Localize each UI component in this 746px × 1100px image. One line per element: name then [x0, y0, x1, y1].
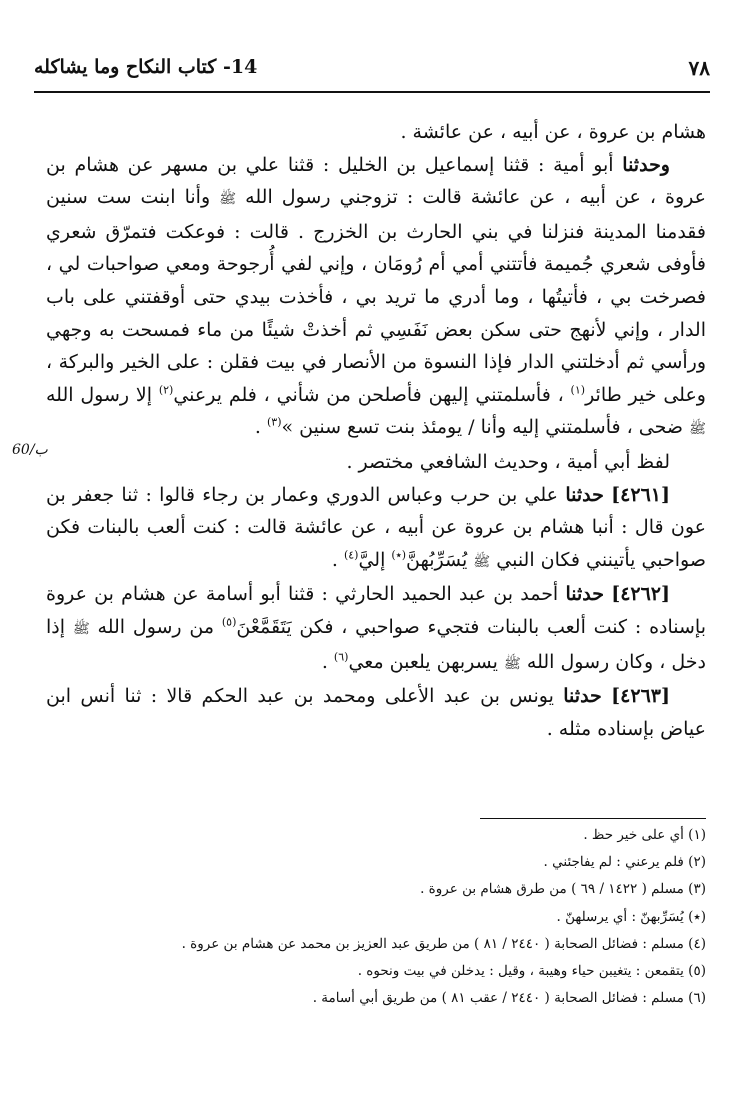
haddathana-lead: حدثنا	[565, 583, 604, 606]
footnote-separator	[480, 818, 706, 819]
salla-mark: ﷺ	[503, 655, 521, 672]
text-segment: ضحى ، فأسلمتني إليه وأنا / يومئذ بنت تسع سنين »	[281, 416, 690, 439]
text-segment: .	[254, 416, 267, 439]
text-segment: إلا رسول الله	[46, 383, 159, 406]
text-segment: .	[331, 548, 344, 571]
hadith-4262	[46, 578, 706, 680]
hadith-aisha-marriage	[46, 149, 706, 446]
text-segment: .	[321, 650, 334, 673]
footnote-ref: (٥)	[221, 615, 237, 629]
footnote-6: (٦) مسلم : فضائل الصحابة ( ٢٤٤٠ / عقب ٨١ ) من طريق أبي أسامة .	[312, 990, 706, 1007]
haddathana-lead: حدثنا	[563, 685, 602, 708]
margin-folio-note: 60/ب	[12, 442, 48, 458]
hadith-number: [٤٢٦٣]	[611, 685, 670, 708]
footnote-ref: (٭)	[391, 548, 406, 562]
footnote-5: (٥) يتقمعن : يتغيبن حياء وهيبة ، وقيل : يدخلن في بيت ونحوه .	[357, 963, 706, 980]
chapter-title: 14- كتاب النكاح وما يشاكله	[34, 56, 258, 78]
footnote-ref: (٤)	[343, 548, 359, 562]
salla-mark: ﷺ	[219, 191, 237, 208]
haddathana-lead: حدثنا	[565, 483, 604, 506]
salla-mark: ﷺ	[473, 553, 491, 570]
body-text	[46, 116, 706, 745]
paragraph-note	[46, 446, 706, 479]
text-segment: أبو أمية : قثنا إسماعيل بن الخليل : قثنا علي بن مسهر عن هشام بن عروة ، عن أبيه ، عن عائشة قالت : تزوجني رسول الله	[46, 153, 706, 209]
salla-mark: ﷺ	[689, 421, 706, 438]
salla-mark: ﷺ	[72, 620, 90, 637]
footnote-star: (٭) يُسَرِّبهنّ : أي يرسلهنّ .	[556, 908, 706, 925]
footnote-ref: (٣)	[266, 416, 282, 430]
running-header	[34, 56, 710, 86]
text-segment: إليَّ	[358, 548, 392, 571]
footnote-ref: (١)	[570, 383, 586, 397]
haddathana-lead: وحدثنا	[622, 153, 670, 176]
footnote-4: (٤) مسلم : فضائل الصحابة ( ٢٤٤٠ / ٨١ ) من طريق عبد العزيز بن محمد عن هشام بن عروة .	[181, 935, 706, 952]
text-segment: من رسول الله	[89, 615, 222, 638]
footnote-ref: (٦)	[333, 650, 349, 664]
text-segment: يسربهن يلعبن معي	[348, 650, 504, 673]
paragraph-isnad-continuation	[46, 116, 706, 149]
footnotes	[46, 822, 706, 1012]
page-number: ٧٨	[688, 56, 710, 80]
text-segment: أحمد بن عبد الحميد الحارثي : قثنا أبو أسامة عن هشام بن عروة بإسناده : كنت ألعب بالبنات فتجيء صواحبي ، فكن يَتَقَمَّعْنَ	[46, 583, 707, 638]
paragraph-text: لفظ أبي أمية ، وحديث الشافعي مختصر .	[346, 450, 670, 473]
footnote-ref: (٢)	[158, 383, 174, 397]
text-segment: ، فأسلمتني إليهن فأصلحن من شأني ، فلم يرعني	[173, 383, 571, 406]
text-segment: يونس بن عبد الأعلى ومحمد بن عبد الحكم قالا : ثنا أنس ابن عياض بإسناده مثله .	[46, 685, 706, 740]
text-segment: وأنا ابنت ست سنين فقدمنا المدينة فنزلنا في بني الحارث بن الخزرج . قالت : فوعكت فتمرّق شعري فأوفى شعري جُميمة فأتتني أمي أم رُومَان ، وإني لفي أُرجوحة ومعي صواحبات لي ، فصرخت بي ، فأتيتُها ، وما أدري ما تريد بي ، فأخذت بيدي حتى أوقفتني على باب الدار ، وإني لأنهج حتى سكن بعض نَفَسِي ثم أخذتْ شيئًا من ماء فمسحت به وجهي ورأسي ثم أدخلتني الدار فإذا النسوة من الأنصار في بيت فقلن : على الخير والبركة ، وعلى خير طائر	[46, 186, 706, 406]
hadith-number: [٤٢٦٢]	[611, 583, 671, 606]
hadith-4261	[46, 479, 706, 579]
text-segment: يُسَرِّبُهنَّ	[406, 548, 474, 571]
text-segment: علي بن حرب وعباس الدوري وعمار بن رجاء قالوا : ثنا جعفر بن عون قال : أنبا هشام بن عروة عن أبيه ، عن عائشة قالت : كنت ألعب بالبنات فكن صواحبي يأتينني فكان النبي	[46, 483, 706, 571]
text-segment: إذا دخل ، وكان رسول الله	[46, 615, 706, 673]
footnote-3: (٣) مسلم ( ١٤٢٢ / ٦٩ ) من طرق هشام بن عروة .	[420, 881, 706, 898]
paragraph-text: هشام بن عروة ، عن أبيه ، عن عائشة .	[400, 121, 706, 143]
footnote-1: (١) أي على خير حظ .	[583, 827, 706, 843]
hadith-number: [٤٢٦١]	[611, 483, 670, 506]
footnote-2: (٢) فلم يرعني : لم يفاجئني .	[543, 854, 706, 871]
header-rule	[34, 91, 710, 93]
hadith-4263	[46, 680, 706, 745]
